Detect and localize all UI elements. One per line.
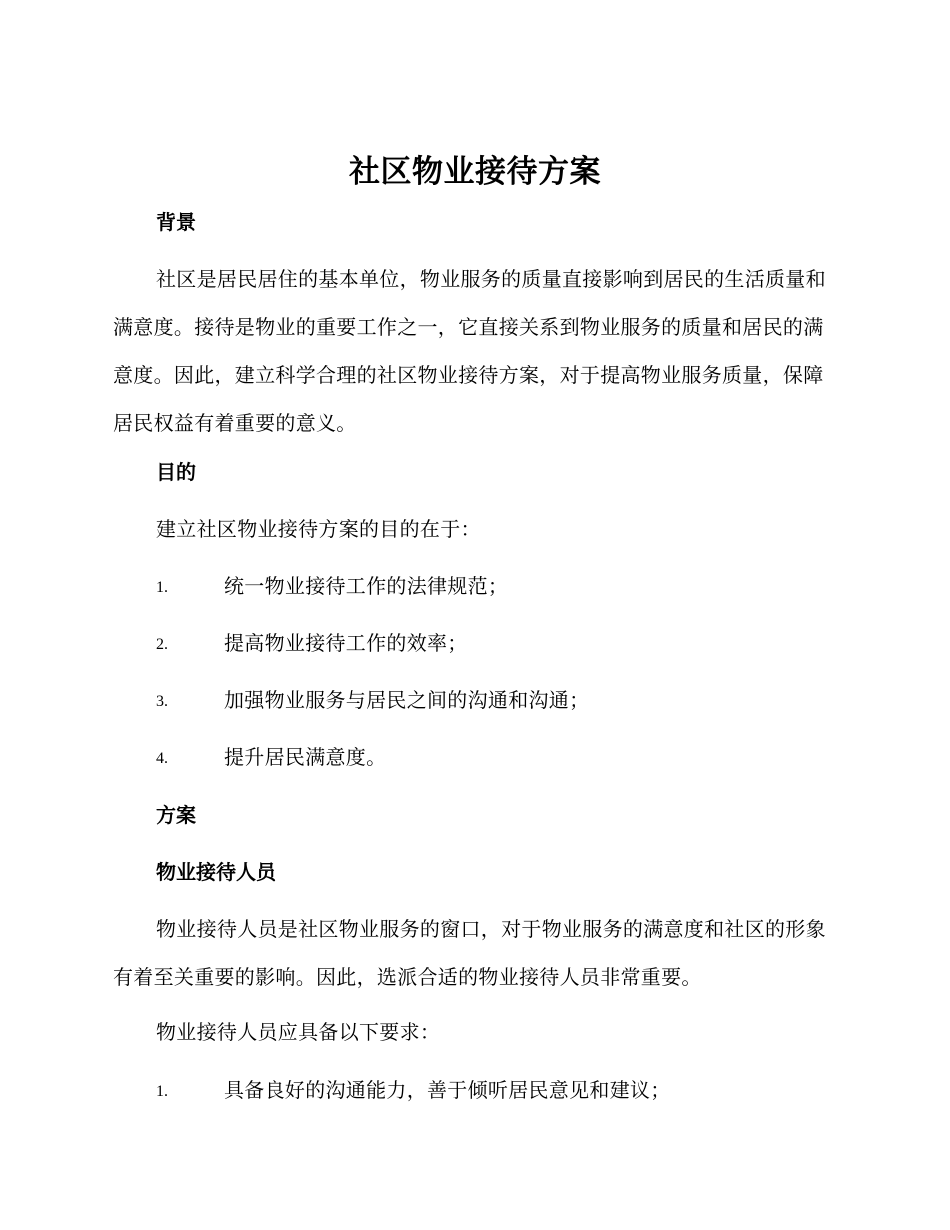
section-heading-background: 背景	[156, 210, 196, 234]
list-number: 2.	[156, 636, 168, 653]
purpose-list-item	[156, 572, 856, 600]
list-text: 具备良好的沟通能力，善于倾听居民意见和建议；	[224, 1078, 671, 1102]
section-heading-purpose: 目的	[156, 460, 196, 484]
list-text: 提高物业接待工作的效率；	[224, 631, 468, 655]
staff-requirements-intro: 物业接待人员应具备以下要求：	[156, 1020, 441, 1044]
staff-paragraph: 物业接待人员是社区物业服务的窗口，对于物业服务的满意度和社区的形象有着至关重要的影响。因此，选派合适的物业接待人员非常重要。	[113, 917, 826, 989]
subsection-heading-staff: 物业接待人员	[156, 860, 276, 884]
background-paragraph: 社区是居民居住的基本单位，物业服务的质量直接影响到居民的生活质量和满意度。接待是物业的重要工作之一，它直接关系到物业服务的质量和居民的满意度。因此，建立科学合理的社区物业接待方案，对于提高物业服务质量，保障居民权益有着重要的意义。	[113, 267, 826, 435]
document-title: 社区物业接待方案	[349, 154, 601, 190]
list-text: 提升居民满意度。	[224, 745, 387, 769]
list-number: 1.	[156, 579, 168, 596]
purpose-list-item	[156, 629, 856, 657]
list-number: 1.	[156, 1083, 168, 1100]
purpose-list-item	[156, 743, 856, 771]
section-heading-plan: 方案	[156, 803, 196, 827]
list-text: 加强物业服务与居民之间的沟通和沟通；	[224, 688, 590, 712]
staff-requirement-item	[156, 1076, 856, 1104]
list-number: 4.	[156, 750, 168, 767]
purpose-intro: 建立社区物业接待方案的目的在于：	[156, 517, 481, 541]
list-text: 统一物业接待工作的法律规范；	[224, 574, 509, 598]
list-number: 3.	[156, 693, 168, 710]
purpose-list-item	[156, 686, 856, 714]
